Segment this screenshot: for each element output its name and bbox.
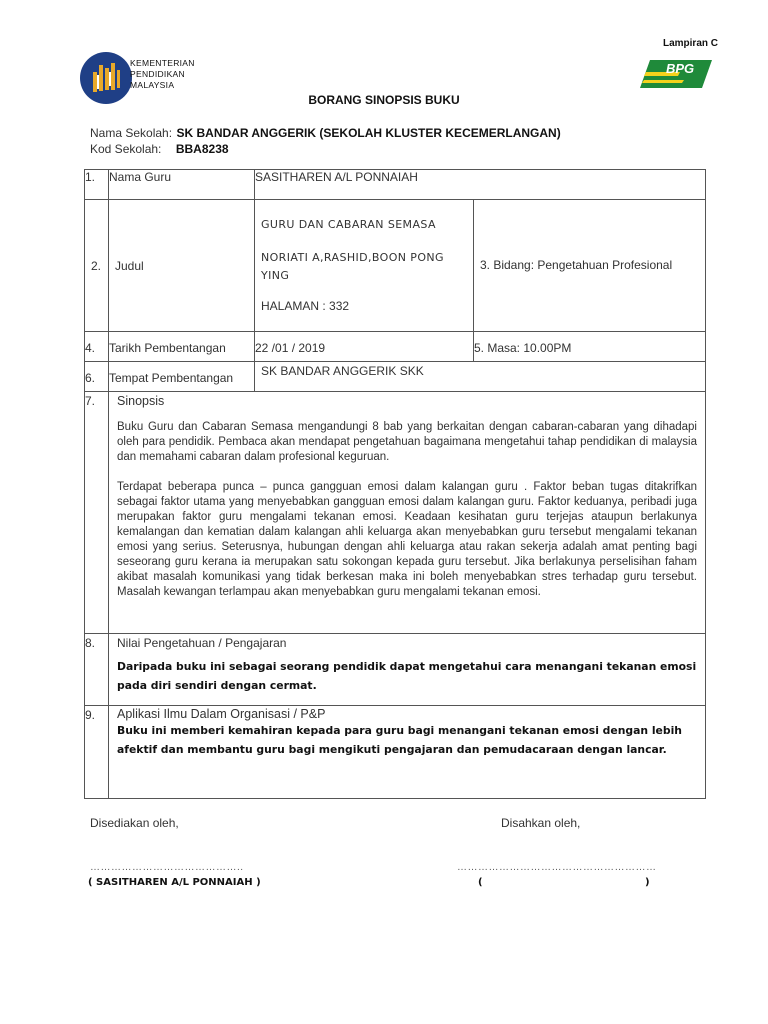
field-value: 3. Bidang: Pengetahuan Profesional xyxy=(474,200,706,332)
row-synopsis xyxy=(85,392,706,634)
bpg-logo xyxy=(640,58,712,95)
knowledge-value-cell xyxy=(109,634,706,706)
signature-line-left: …………………………………….. xyxy=(90,862,244,873)
approver-bracket-close: ) xyxy=(645,877,650,888)
knowledge-value-text: Daripada buku ini sebagai seorang pendidik dapat mengetahui cara menangani tekanan emosi pada diri sendiri dengan cermat. xyxy=(117,660,697,692)
appendix-label: Lampiran C xyxy=(662,38,718,49)
teacher-name-value: SASITHAREN A/L PONNAIAH xyxy=(255,170,706,200)
ministry-line-3: MALAYSIA xyxy=(130,80,175,90)
presentation-date-value: 22 /01 / 2019 xyxy=(255,332,474,362)
book-authors-value: NORIATI A,RASHID,BOON PONG YING xyxy=(261,251,444,282)
form-title: BORANG SINOPSIS BUKU xyxy=(308,93,460,107)
row-number: 7. xyxy=(85,392,109,634)
title-label: Judul xyxy=(109,200,255,332)
bpg-logo-text: BPG xyxy=(666,61,695,76)
ministry-name xyxy=(130,58,195,91)
bpg-logo-icon xyxy=(640,58,712,90)
book-details-cell xyxy=(255,200,474,332)
row-teacher-name xyxy=(85,170,706,200)
signature-line-right: ………………………………………………… xyxy=(457,862,657,873)
row-number: 1. xyxy=(85,170,109,200)
approved-by-label: Disahkan oleh, xyxy=(501,816,581,830)
school-name-value: SK BANDAR ANGGERIK (SEKOLAH KLUSTER KECEMERLANGAN) xyxy=(176,126,561,140)
prepared-by-label: Disediakan oleh, xyxy=(90,816,179,830)
approver-bracket-open: ( xyxy=(478,877,483,888)
presentation-venue-label: Tempat Pembentangan xyxy=(109,362,255,392)
ministry-line-1: KEMENTERIAN xyxy=(130,58,195,68)
teacher-name-label: Nama Guru xyxy=(109,170,255,200)
synopsis-paragraph-2: Terdapat beberapa punca – punca gangguan emosi dalam kalangan guru . Faktor beban tugas ditakrifkan sebagai faktor utama yang menyebabkan gangguan emosi dalam kalangan guru. Faktor keduanya, peribadi juga merupakan faktor guru mengalami tekanan emosi. Keadaan kesihatan guru terjejas ataupun berlakunya kemalangan dan kematian dalam kalangan ahli keluarga akan menyebabkan guru tersebut mengalami tekanan emosi yang serius. Seterusnya, hubungan dengan ahli keluarga atau rakan sekerja adalah amat penting bagi seseorang guru kerana ia merupakan satu sokongan kepada guru tersebut. Jika berlakunya perselisihan faham akibat masalah komunikasi yang tidak berkesan maka ini boleh menyebabkan stres terhadap guru tersebut. Masalah kewangan terlampau akan menyebabkan guru mengalami tekanan emosi. xyxy=(117,481,697,598)
application-label: Aplikasi Ilmu Dalam Organisasi / P&P xyxy=(117,707,326,721)
school-code-line xyxy=(90,140,229,158)
row-book-title xyxy=(85,200,706,332)
row-number: 9. xyxy=(85,706,109,799)
presentation-date-label: Tarikh Pembentangan xyxy=(109,332,255,362)
book-pages-value: HALAMAN : 332 xyxy=(261,299,350,313)
synopsis-form-table xyxy=(84,169,706,799)
row-number: 4. xyxy=(85,332,109,362)
row-application xyxy=(85,706,706,799)
synopsis-paragraph-1: Buku Guru dan Cabaran Semasa mengandungi 8 bab yang berkaitan dengan cabaran-cabaran yang dihadapi oleh para pendidik. Pembaca akan mendapat pengetahuan bagaimana mengetahui tahap pendidikan di malaysia dan memahami cabaran dalam profesional keguruan. xyxy=(117,421,697,463)
school-code-value: BBA8238 xyxy=(175,142,229,156)
preparer-name: ( SASITHAREN A/L PONNAIAH ) xyxy=(88,877,261,888)
school-name-label: Nama Sekolah: xyxy=(90,126,173,140)
ministry-line-2: PENDIDIKAN xyxy=(130,69,185,79)
row-presentation-date xyxy=(85,332,706,362)
row-number: 2. xyxy=(85,200,109,332)
knowledge-value-label: Nilai Pengetahuan / Pengajaran xyxy=(117,636,287,650)
school-code-label: Kod Sekolah: xyxy=(90,142,162,156)
synopsis-label: Sinopsis xyxy=(117,394,165,408)
application-cell xyxy=(109,706,706,799)
row-number: 8. xyxy=(85,634,109,706)
book-title-value: GURU DAN CABARAN SEMASA xyxy=(261,218,436,231)
row-presentation-venue xyxy=(85,362,706,392)
row-knowledge-value xyxy=(85,634,706,706)
presentation-time-value: 5. Masa: 10.00PM xyxy=(474,332,706,362)
presentation-venue-value: SK BANDAR ANGGERIK SKK xyxy=(255,362,706,392)
application-text: Buku ini memberi kemahiran kepada para guru bagi menangani tekanan emosi dengan lebih afektif dan membantu guru bagi mengikuti pengajaran dan pemudacaraan dengan lancar. xyxy=(117,724,682,756)
row-number: 6. xyxy=(85,362,109,392)
synopsis-cell xyxy=(109,392,706,634)
